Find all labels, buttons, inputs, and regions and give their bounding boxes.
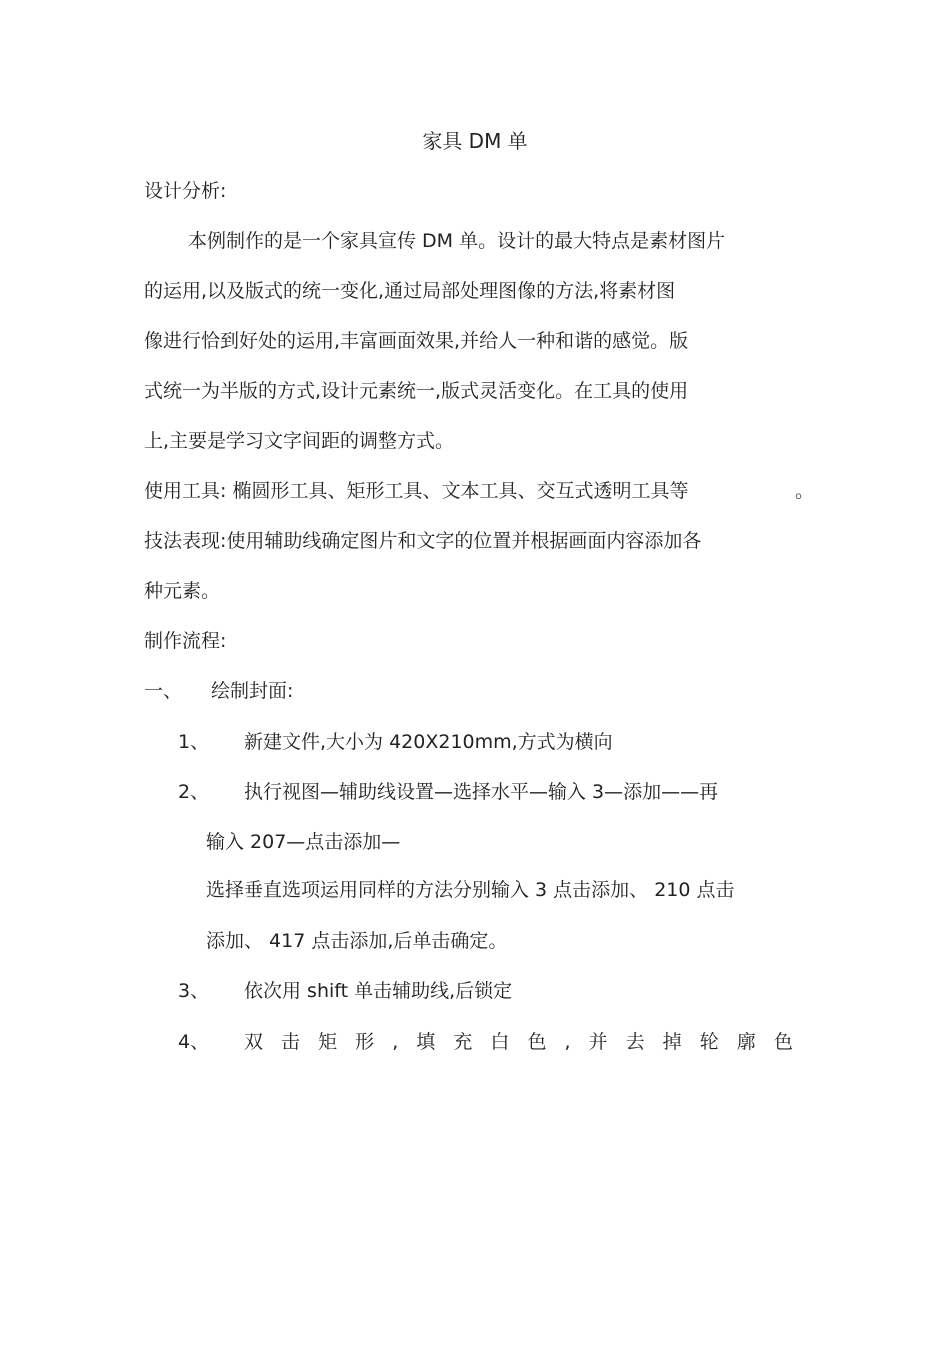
item-text: 依次用 shift 单击辅助线,后锁定 [244, 980, 513, 1002]
document-title: 家具 DM 单 [422, 129, 528, 153]
tools-line: 使用工具: 椭圆形工具、矩形工具、文本工具、交互式透明工具等 [144, 480, 689, 502]
process-heading: 制作流程: [144, 630, 227, 652]
item-number: 2、 [178, 781, 210, 803]
item-text: 双击矩形,填充白色,并去掉轮廓色 [244, 1031, 811, 1053]
item-continuation: 添加、 417 点击添加,后单击确定。 [206, 930, 508, 952]
paragraph-line-2: 的运用,以及版式的统一变化,通过局部处理图像的方法,将素材图 [144, 280, 676, 302]
design-analysis-heading: 设计分析: [144, 180, 227, 202]
item-number: 1、 [178, 731, 210, 753]
item-number: 4、 [178, 1031, 210, 1053]
item-continuation: 选择垂直选项运用同样的方法分别输入 3 点击添加、 210 点击 [206, 879, 735, 901]
technique-line-2: 种元素。 [144, 580, 221, 602]
paragraph-line-5: 上,主要是学习文字间距的调整方式。 [144, 430, 455, 452]
paragraph-line-1: 本例制作的是一个家具宣传 DM 单。设计的最大特点是素材图片 [188, 230, 726, 252]
item-continuation: 输入 207—点击添加— [206, 831, 401, 853]
item-text: 执行视图—辅助线设置—选择水平—输入 3—添加——再 [244, 781, 719, 803]
item-text: 新建文件,大小为 420X210mm,方式为横向 [244, 731, 613, 753]
paragraph-line-4: 式统一为半版的方式,设计元素统一,版式灵活变化。在工具的使用 [144, 380, 689, 402]
technique-line-1: 技法表现:使用辅助线确定图片和文字的位置并根据画面内容添加各 [144, 530, 702, 552]
step-one-marker: 一、 [144, 680, 183, 702]
tools-line-end: 。 [795, 480, 815, 502]
step-one-text: 绘制封面: [211, 680, 294, 702]
item-number: 3、 [178, 980, 210, 1002]
paragraph-line-3: 像进行恰到好处的运用,丰富画面效果,并给人一种和谐的感觉。版 [144, 330, 689, 352]
